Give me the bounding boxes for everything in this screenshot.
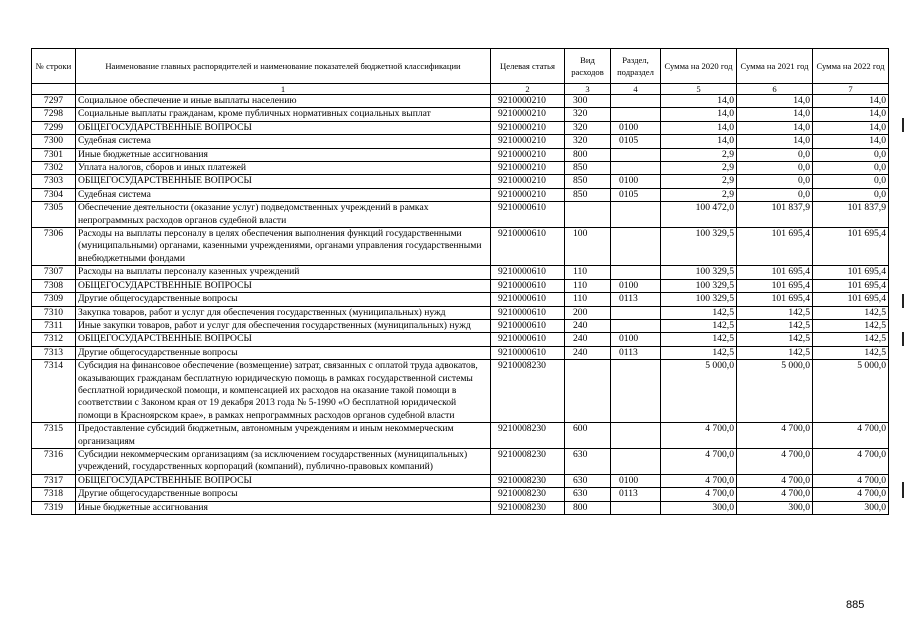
header-sum-2021: Сумма на 2021 год (737, 49, 813, 84)
row-name-cell: Закупка товаров, работ и услуг для обеспечения государственных (муниципальных) нужд (76, 306, 491, 319)
row-name-cell: Другие общегосударственные вопросы (76, 346, 491, 359)
row-number-cell: 7309 (32, 293, 76, 306)
row-sum-2021-cell: 4 700,0 (737, 448, 813, 474)
row-sum-2022-cell: 0,0 (813, 175, 889, 188)
row-sum-2022-cell: 142,5 (813, 306, 889, 319)
row-expense-type-cell: 320 (565, 135, 611, 148)
row-target-article-cell: 9210000610 (491, 279, 565, 292)
row-section-cell: 0113 (611, 346, 661, 359)
table-row (32, 448, 889, 474)
row-section-cell: 0100 (611, 333, 661, 346)
row-sum-2021-cell: 101 695,4 (737, 228, 813, 266)
row-sum-2021-cell: 101 695,4 (737, 279, 813, 292)
row-sum-2021-cell: 0,0 (737, 175, 813, 188)
row-name-cell: Судебная система (76, 135, 491, 148)
row-expense-type-cell: 800 (565, 501, 611, 514)
row-section-cell (611, 306, 661, 319)
row-number-cell: 7313 (32, 346, 76, 359)
table-row (32, 228, 889, 266)
row-section-cell (611, 448, 661, 474)
row-name-cell: ОБЩЕГОСУДАРСТВЕННЫЕ ВОПРОСЫ (76, 474, 491, 487)
row-sum-2020-cell: 4 700,0 (661, 448, 737, 474)
row-target-article-cell: 9210000610 (491, 333, 565, 346)
row-sum-2020-cell: 14,0 (661, 135, 737, 148)
scan-edge-mark (902, 294, 904, 308)
row-name-cell: Обеспечение деятельности (оказание услуг) подведомственных учреждений в рамках непрограммных расходов органов судебной власти (76, 202, 491, 228)
row-sum-2020-cell: 100 329,5 (661, 266, 737, 279)
row-expense-type-cell: 320 (565, 121, 611, 134)
row-section-cell (611, 266, 661, 279)
row-sum-2022-cell: 101 837,9 (813, 202, 889, 228)
row-sum-2021-cell: 142,5 (737, 333, 813, 346)
row-section-cell: 0105 (611, 135, 661, 148)
row-section-cell (611, 148, 661, 161)
row-sum-2022-cell: 101 695,4 (813, 228, 889, 266)
row-sum-2022-cell: 5 000,0 (813, 360, 889, 423)
row-sum-2022-cell: 142,5 (813, 333, 889, 346)
row-expense-type-cell: 630 (565, 474, 611, 487)
row-sum-2022-cell: 0,0 (813, 188, 889, 201)
row-number-cell: 7312 (32, 333, 76, 346)
row-name-cell: ОБЩЕГОСУДАРСТВЕННЫЕ ВОПРОСЫ (76, 333, 491, 346)
row-section-cell: 0113 (611, 293, 661, 306)
row-expense-type-cell: 240 (565, 346, 611, 359)
row-number-cell: 7299 (32, 121, 76, 134)
row-target-article-cell: 9210008230 (491, 423, 565, 449)
column-number (32, 84, 76, 95)
row-number-cell: 7306 (32, 228, 76, 266)
row-target-article-cell: 9210008230 (491, 488, 565, 501)
row-number-cell: 7298 (32, 108, 76, 121)
row-expense-type-cell (565, 202, 611, 228)
row-sum-2022-cell: 4 700,0 (813, 474, 889, 487)
table-row (32, 333, 889, 346)
row-sum-2020-cell: 100 329,5 (661, 293, 737, 306)
row-sum-2020-cell: 142,5 (661, 319, 737, 332)
row-sum-2020-cell: 14,0 (661, 95, 737, 108)
table-row (32, 319, 889, 332)
column-number: 1 (76, 84, 491, 95)
scan-edge-mark (902, 482, 904, 498)
row-sum-2020-cell: 2,9 (661, 175, 737, 188)
row-expense-type-cell: 630 (565, 448, 611, 474)
row-sum-2021-cell: 0,0 (737, 148, 813, 161)
header-name: Наименование главных распорядителей и наименование показателей бюджетной классификации (76, 49, 491, 84)
table-row (32, 188, 889, 201)
row-sum-2020-cell: 4 700,0 (661, 488, 737, 501)
table-row (32, 501, 889, 514)
table-body (32, 95, 889, 515)
scan-edge-mark (902, 118, 904, 132)
row-name-cell: Другие общегосударственные вопросы (76, 488, 491, 501)
row-sum-2020-cell: 5 000,0 (661, 360, 737, 423)
row-target-article-cell: 9210000610 (491, 293, 565, 306)
row-expense-type-cell: 850 (565, 162, 611, 175)
row-name-cell: Уплата налогов, сборов и иных платежей (76, 162, 491, 175)
row-target-article-cell: 9210000210 (491, 108, 565, 121)
row-sum-2020-cell: 142,5 (661, 306, 737, 319)
header-target-article: Целевая статья (491, 49, 565, 84)
row-number-cell: 7301 (32, 148, 76, 161)
row-sum-2022-cell: 14,0 (813, 108, 889, 121)
row-section-cell (611, 202, 661, 228)
row-target-article-cell: 9210000610 (491, 306, 565, 319)
table-row (32, 293, 889, 306)
row-expense-type-cell: 850 (565, 188, 611, 201)
table-row (32, 95, 889, 108)
row-name-cell: Социальные выплаты гражданам, кроме публичных нормативных социальных выплат (76, 108, 491, 121)
header-section: Раздел, подраздел (611, 49, 661, 84)
table-row (32, 423, 889, 449)
row-sum-2021-cell: 101 695,4 (737, 293, 813, 306)
row-sum-2022-cell: 300,0 (813, 501, 889, 514)
row-sum-2020-cell: 4 700,0 (661, 474, 737, 487)
row-sum-2022-cell: 0,0 (813, 162, 889, 175)
table-row (32, 488, 889, 501)
row-sum-2020-cell: 100 329,5 (661, 228, 737, 266)
row-target-article-cell: 9210000210 (491, 148, 565, 161)
column-number-row (32, 84, 889, 95)
row-section-cell: 0100 (611, 279, 661, 292)
row-section-cell (611, 228, 661, 266)
row-name-cell: ОБЩЕГОСУДАРСТВЕННЫЕ ВОПРОСЫ (76, 121, 491, 134)
row-sum-2021-cell: 101 837,9 (737, 202, 813, 228)
header-row-no: № строки (32, 49, 76, 84)
row-name-cell: Социальное обеспечение и иные выплаты населению (76, 95, 491, 108)
row-sum-2022-cell: 14,0 (813, 95, 889, 108)
row-target-article-cell: 9210000210 (491, 188, 565, 201)
row-sum-2021-cell: 4 700,0 (737, 474, 813, 487)
row-number-cell: 7303 (32, 175, 76, 188)
row-target-article-cell: 9210008230 (491, 474, 565, 487)
table-row (32, 108, 889, 121)
row-target-article-cell: 9210008230 (491, 501, 565, 514)
row-sum-2020-cell: 100 329,5 (661, 279, 737, 292)
table-row (32, 121, 889, 134)
row-expense-type-cell: 320 (565, 108, 611, 121)
row-number-cell: 7300 (32, 135, 76, 148)
header-sum-2020: Сумма на 2020 год (661, 49, 737, 84)
row-sum-2022-cell: 4 700,0 (813, 423, 889, 449)
row-sum-2021-cell: 101 695,4 (737, 266, 813, 279)
table-row (32, 346, 889, 359)
header-sum-2022: Сумма на 2022 год (813, 49, 889, 84)
row-section-cell: 0100 (611, 121, 661, 134)
row-sum-2020-cell: 142,5 (661, 333, 737, 346)
row-name-cell: Иные бюджетные ассигнования (76, 501, 491, 514)
row-target-article-cell: 9210000610 (491, 319, 565, 332)
row-target-article-cell: 9210000210 (491, 175, 565, 188)
row-sum-2021-cell: 300,0 (737, 501, 813, 514)
table-row (32, 266, 889, 279)
table-row (32, 175, 889, 188)
row-sum-2022-cell: 4 700,0 (813, 448, 889, 474)
row-target-article-cell: 9210000610 (491, 266, 565, 279)
row-expense-type-cell: 600 (565, 423, 611, 449)
row-expense-type-cell: 200 (565, 306, 611, 319)
row-number-cell: 7308 (32, 279, 76, 292)
row-name-cell: Другие общегосударственные вопросы (76, 293, 491, 306)
row-section-cell (611, 108, 661, 121)
row-sum-2021-cell: 4 700,0 (737, 488, 813, 501)
row-name-cell: Расходы на выплаты персоналу в целях обеспечения выполнения функций государственными (муниципальными) органами, казенными учреждениями, органами управления государственными внебюджетными фондами (76, 228, 491, 266)
row-number-cell: 7307 (32, 266, 76, 279)
row-target-article-cell: 9210000210 (491, 95, 565, 108)
row-number-cell: 7310 (32, 306, 76, 319)
row-sum-2020-cell: 2,9 (661, 148, 737, 161)
row-number-cell: 7315 (32, 423, 76, 449)
column-number: 6 (737, 84, 813, 95)
row-number-cell: 7302 (32, 162, 76, 175)
row-target-article-cell: 9210008230 (491, 360, 565, 423)
row-sum-2021-cell: 142,5 (737, 346, 813, 359)
table-row (32, 202, 889, 228)
row-name-cell: Иные закупки товаров, работ и услуг для обеспечения государственных (муниципальных) нужд (76, 319, 491, 332)
budget-document-page (31, 48, 888, 515)
column-number: 2 (491, 84, 565, 95)
row-sum-2021-cell: 4 700,0 (737, 423, 813, 449)
row-sum-2020-cell: 14,0 (661, 121, 737, 134)
row-sum-2020-cell: 100 472,0 (661, 202, 737, 228)
table-row (32, 162, 889, 175)
row-target-article-cell: 9210008230 (491, 448, 565, 474)
row-sum-2020-cell: 300,0 (661, 501, 737, 514)
row-sum-2021-cell: 142,5 (737, 306, 813, 319)
row-name-cell: ОБЩЕГОСУДАРСТВЕННЫЕ ВОПРОСЫ (76, 279, 491, 292)
row-target-article-cell: 9210000610 (491, 228, 565, 266)
row-number-cell: 7318 (32, 488, 76, 501)
row-name-cell: Судебная система (76, 188, 491, 201)
row-sum-2020-cell: 2,9 (661, 162, 737, 175)
column-number: 3 (565, 84, 611, 95)
row-number-cell: 7316 (32, 448, 76, 474)
row-sum-2021-cell: 14,0 (737, 108, 813, 121)
row-sum-2021-cell: 5 000,0 (737, 360, 813, 423)
row-sum-2022-cell: 101 695,4 (813, 279, 889, 292)
table-row (32, 306, 889, 319)
row-expense-type-cell: 240 (565, 333, 611, 346)
row-sum-2020-cell: 142,5 (661, 346, 737, 359)
row-number-cell: 7305 (32, 202, 76, 228)
row-expense-type-cell: 850 (565, 175, 611, 188)
row-sum-2022-cell: 101 695,4 (813, 293, 889, 306)
row-sum-2021-cell: 0,0 (737, 188, 813, 201)
row-sum-2022-cell: 101 695,4 (813, 266, 889, 279)
row-section-cell (611, 162, 661, 175)
row-target-article-cell: 9210000210 (491, 121, 565, 134)
page-number: 885 (846, 599, 865, 611)
row-sum-2022-cell: 0,0 (813, 148, 889, 161)
row-target-article-cell: 9210000610 (491, 202, 565, 228)
column-number: 7 (813, 84, 889, 95)
row-sum-2021-cell: 14,0 (737, 135, 813, 148)
row-name-cell: ОБЩЕГОСУДАРСТВЕННЫЕ ВОПРОСЫ (76, 175, 491, 188)
row-target-article-cell: 9210000610 (491, 346, 565, 359)
row-expense-type-cell: 240 (565, 319, 611, 332)
row-expense-type-cell: 100 (565, 228, 611, 266)
row-section-cell: 0100 (611, 474, 661, 487)
column-number: 5 (661, 84, 737, 95)
row-sum-2022-cell: 14,0 (813, 121, 889, 134)
row-number-cell: 7314 (32, 360, 76, 423)
row-expense-type-cell: 300 (565, 95, 611, 108)
column-number: 4 (611, 84, 661, 95)
row-number-cell: 7317 (32, 474, 76, 487)
row-expense-type-cell: 110 (565, 293, 611, 306)
table-row (32, 360, 889, 423)
row-section-cell: 0100 (611, 175, 661, 188)
row-target-article-cell: 9210000210 (491, 162, 565, 175)
row-sum-2022-cell: 4 700,0 (813, 488, 889, 501)
row-number-cell: 7311 (32, 319, 76, 332)
row-number-cell: 7304 (32, 188, 76, 201)
row-section-cell (611, 319, 661, 332)
row-section-cell (611, 360, 661, 423)
table-row (32, 279, 889, 292)
budget-table (31, 48, 889, 515)
row-number-cell: 7319 (32, 501, 76, 514)
row-expense-type-cell: 800 (565, 148, 611, 161)
table-header-row (32, 49, 889, 84)
table-row (32, 135, 889, 148)
row-section-cell (611, 501, 661, 514)
row-expense-type-cell: 110 (565, 279, 611, 292)
row-sum-2020-cell: 4 700,0 (661, 423, 737, 449)
row-sum-2021-cell: 14,0 (737, 121, 813, 134)
row-sum-2020-cell: 2,9 (661, 188, 737, 201)
row-name-cell: Субсидии некоммерческим организациям (за исключением государственных (муниципальных) учреждений, государственных корпораций (компаний), публично-правовых компаний) (76, 448, 491, 474)
row-name-cell: Субсидия на финансовое обеспечение (возмещение) затрат, связанных с оплатой труда адвокатов, оказывающих гражданам бесплатную юридическую помощь в рамках государственной системы бесплатной юридической помощи, и компенсацией их расходов на оказание такой помощи в соответствии с Законом края от 19 декабря 2013 года № 5-1990 «О бесплатной юридической помощи в Красноярском крае», в рамках непрограммных расходов органов судебной власти (76, 360, 491, 423)
row-number-cell: 7297 (32, 95, 76, 108)
row-section-cell: 0105 (611, 188, 661, 201)
row-sum-2021-cell: 14,0 (737, 95, 813, 108)
row-section-cell: 0113 (611, 488, 661, 501)
row-name-cell: Иные бюджетные ассигнования (76, 148, 491, 161)
row-expense-type-cell (565, 360, 611, 423)
row-name-cell: Расходы на выплаты персоналу казенных учреждений (76, 266, 491, 279)
row-sum-2021-cell: 142,5 (737, 319, 813, 332)
row-name-cell: Предоставление субсидий бюджетным, автономным учреждениям и иным некоммерческим организациям (76, 423, 491, 449)
row-sum-2022-cell: 142,5 (813, 319, 889, 332)
table-row (32, 148, 889, 161)
row-expense-type-cell: 630 (565, 488, 611, 501)
row-expense-type-cell: 110 (565, 266, 611, 279)
row-section-cell (611, 95, 661, 108)
table-row (32, 474, 889, 487)
scan-edge-mark (902, 332, 904, 346)
row-target-article-cell: 9210000210 (491, 135, 565, 148)
row-section-cell (611, 423, 661, 449)
row-sum-2022-cell: 14,0 (813, 135, 889, 148)
row-sum-2021-cell: 0,0 (737, 162, 813, 175)
row-sum-2020-cell: 14,0 (661, 108, 737, 121)
header-expense-type: Вид расходов (565, 49, 611, 84)
row-sum-2022-cell: 142,5 (813, 346, 889, 359)
